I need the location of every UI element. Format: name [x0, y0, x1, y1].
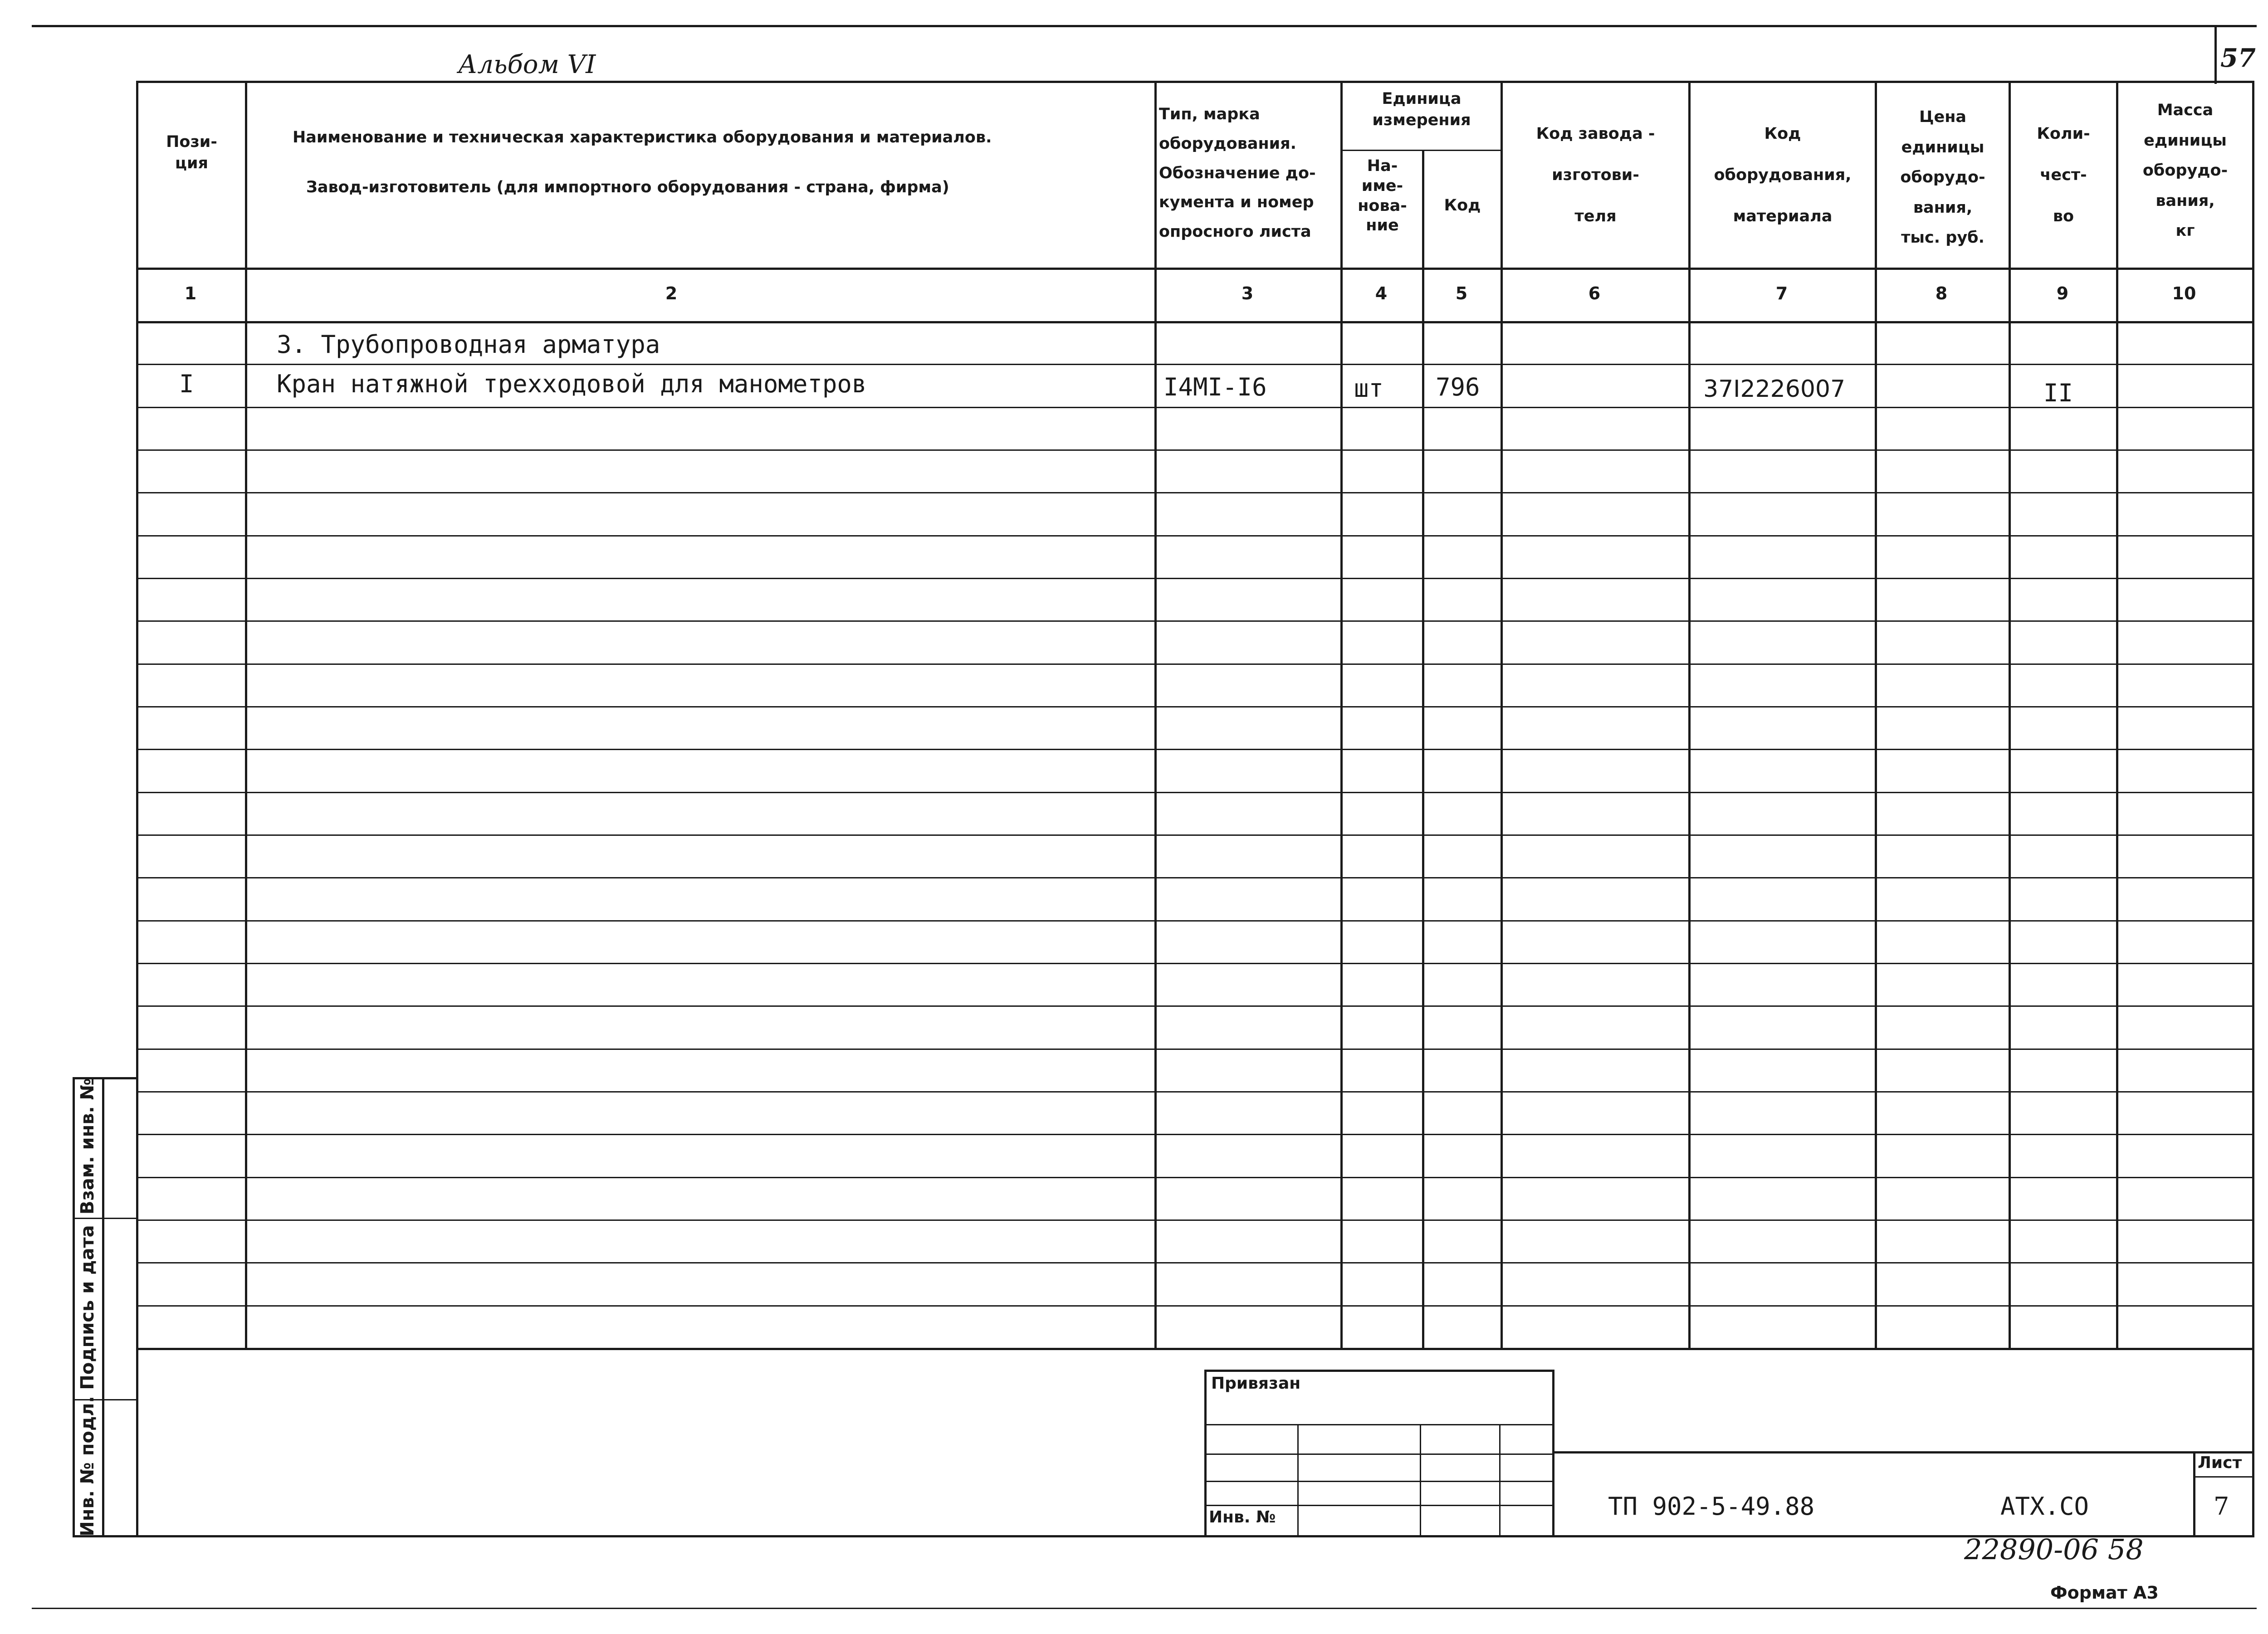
stamp-row-3 — [1204, 1481, 1554, 1482]
table-row-line — [136, 492, 2254, 493]
page-number-box-left — [2214, 25, 2217, 84]
row-2-type: I4MI-I6 — [1163, 373, 1267, 401]
table-row-line — [136, 963, 2254, 964]
col6-right — [1688, 81, 1691, 1349]
stamp-inv-label: Инв. № — [1209, 1508, 1276, 1527]
stamp-sheet-number: 7 — [2214, 1492, 2229, 1521]
table-row-line — [136, 792, 2254, 793]
stamp-col-2 — [1420, 1424, 1421, 1536]
header-col2-line2: Завод-изготовитель (для импортного оборудования - страна, фирма) — [306, 178, 949, 196]
header-bottom-border — [136, 268, 2254, 270]
table-row-line — [136, 1134, 2254, 1135]
table-row-line — [136, 834, 2254, 836]
header-col1: Пози- ция — [166, 133, 217, 173]
table-row-line — [136, 1177, 2254, 1178]
stamp-doc-code: ТП 902-5-49.88 — [1608, 1492, 1815, 1521]
colnum-4: 4 — [1375, 283, 1388, 303]
colnum-bottom-border — [136, 321, 2254, 323]
table-row-line — [136, 663, 2254, 665]
stamp-attached-left — [1204, 1370, 1207, 1536]
colnum-2: 2 — [665, 283, 678, 303]
header-col2-line1: Наименование и техническая характеристика оборудования и материалов. — [293, 128, 992, 146]
col3-right — [1340, 81, 1343, 1349]
unit-group-divider — [1340, 150, 1501, 151]
stamp-attached-label: Привязан — [1211, 1374, 1301, 1393]
table-row-line — [136, 620, 2254, 622]
col2-right — [1154, 81, 1157, 1349]
stamp-attached-top — [1204, 1370, 1554, 1372]
stamp-doc-mark: АТХ.СО — [2000, 1492, 2089, 1521]
header-col3: Тип, марка оборудования. Обозначение до- кумента и номер опросного листа — [1159, 105, 1316, 241]
header-col8: Цена единицы оборудо- вания, тыс. руб. — [1900, 108, 1985, 247]
frame-left-border — [136, 81, 138, 1536]
col5-right — [1501, 81, 1503, 1349]
row-2-qty: II — [2043, 379, 2073, 407]
col9-right — [2116, 81, 2118, 1349]
top-border — [32, 25, 2257, 27]
side-strip-right — [102, 1077, 104, 1535]
row-2-unit-code: 796 — [1436, 373, 1480, 401]
stamp-row-1 — [1204, 1424, 1554, 1425]
row-2-equip-code: 37I2226007 — [1703, 376, 1846, 403]
stamp-main-top — [1552, 1451, 2254, 1454]
colnum-9: 9 — [2056, 283, 2069, 303]
colnum-8: 8 — [1935, 283, 1948, 303]
colnum-7: 7 — [1775, 283, 1788, 303]
stamp-sheet-left — [2193, 1451, 2195, 1536]
header-col7: Код оборудования, материала — [1714, 125, 1852, 225]
header-col6: Код завода - изготови- теля — [1536, 125, 1655, 225]
table-row-line — [136, 1091, 2254, 1093]
side-label-signature-date: Подпись и дата — [77, 1225, 98, 1390]
stamp-row-4 — [1204, 1505, 1554, 1506]
frame-bottom-border — [73, 1535, 2254, 1537]
stamp-sheet-label: Лист — [2198, 1454, 2242, 1472]
table-row-line — [136, 877, 2254, 878]
table-row-line — [136, 1005, 2254, 1007]
table-body-bottom-border — [136, 1348, 2254, 1350]
table-row-line — [136, 1049, 2254, 1050]
bottom-border — [32, 1608, 2257, 1609]
table-row-line — [136, 407, 2254, 408]
table-row-line — [136, 749, 2254, 750]
stamp-col-1 — [1297, 1424, 1299, 1536]
row-2-name: Кран натяжной трехходовой для манометров — [277, 370, 867, 398]
table-row-line — [136, 920, 2254, 922]
header-unit-group: Единица измерения — [1372, 90, 1471, 130]
table-row-line — [136, 535, 2254, 537]
header-col10: Масса единицы оборудо- вания, кг — [2142, 101, 2228, 240]
side-label-orig-inv: Инв. № подл. — [77, 1396, 98, 1536]
header-col4: На- име- нова- ние — [1358, 157, 1407, 235]
row-2-unit-name: шт — [1354, 374, 1384, 403]
side-label-replace-inv: Взам. инв. № — [77, 1078, 98, 1215]
bottom-number: 22890-06 58 — [1964, 1533, 2144, 1566]
table-row-line — [136, 449, 2254, 451]
album-label: Альбом VI — [458, 50, 596, 79]
page-number: 57 — [2220, 43, 2256, 73]
table-row-line — [136, 364, 2254, 365]
stamp-row-2 — [1204, 1454, 1554, 1455]
table-row-line — [136, 706, 2254, 707]
row-2-position: I — [179, 370, 194, 398]
side-strip-left — [73, 1077, 75, 1535]
frame-right-border — [2252, 81, 2254, 1536]
col1-right — [245, 81, 247, 1349]
header-col9: Коли- чест- во — [2037, 125, 2090, 225]
table-top-border — [136, 81, 2254, 83]
stamp-sheet-divider — [2193, 1476, 2254, 1478]
col8-right — [2009, 81, 2011, 1349]
colnum-5: 5 — [1455, 283, 1468, 303]
table-row-line — [136, 1305, 2254, 1307]
colnum-6: 6 — [1588, 283, 1601, 303]
col7-right — [1875, 81, 1877, 1349]
header-col5: Код — [1444, 196, 1481, 215]
table-row-line — [136, 1262, 2254, 1263]
row-1-name: 3. Трубопроводная арматура — [277, 330, 660, 359]
colnum-3: 3 — [1241, 283, 1254, 303]
table-row-line — [136, 578, 2254, 579]
stamp-col-3 — [1499, 1424, 1501, 1536]
colnum-10: 10 — [2172, 283, 2196, 303]
colnum-1: 1 — [184, 283, 197, 303]
table-row-line — [136, 1219, 2254, 1221]
format-label: Формат А3 — [2050, 1583, 2159, 1603]
